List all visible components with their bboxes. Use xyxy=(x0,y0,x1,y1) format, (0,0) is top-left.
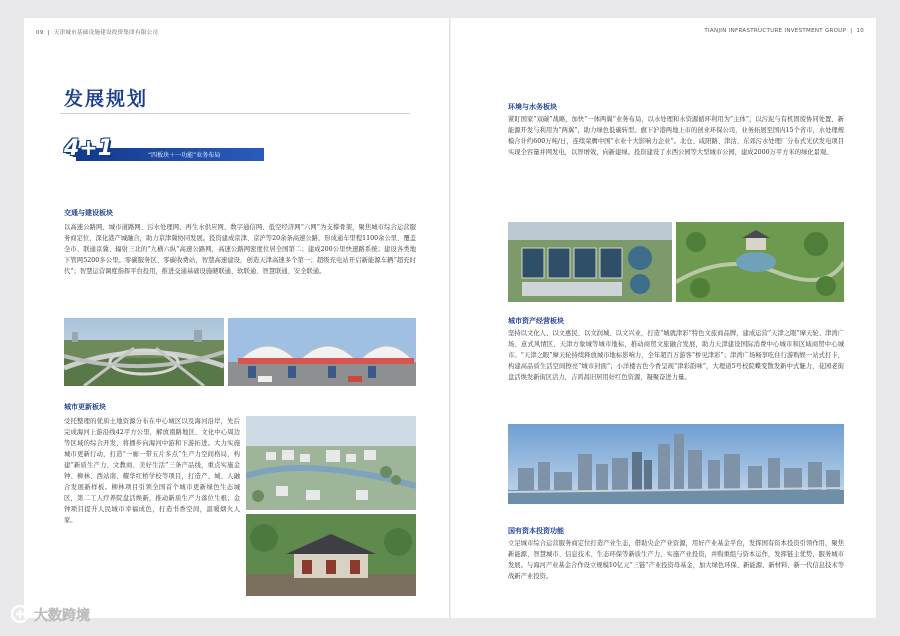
section-title-renewal: 城市更新板块 xyxy=(64,403,106,411)
service-area-photo xyxy=(228,318,416,386)
banner-four-plus-one: 4+1 xyxy=(64,136,114,161)
brochure-spread xyxy=(24,18,876,618)
left-company-name: 天津城市基础设施建设投资集团有限公司 xyxy=(53,30,159,36)
city-renewal-aerial-photo xyxy=(246,416,416,510)
watermark-logo-icon xyxy=(12,606,28,622)
business-layout-banner xyxy=(64,136,264,166)
city-park-photo xyxy=(676,222,844,302)
watermark-text: 大数跨境 xyxy=(34,608,90,624)
city-skyline-photo xyxy=(508,424,844,504)
section-text-environment: 紧盯国家“双碳”战略，加快“一体两翼”业务布局，以水处理和水资源循环利用为“主体”，以污泥与有机固废协同处置、新能源开发与利用为“两翼”，助力绿色低碳转型。旗下沪港两地上市的创业环保公司，业务拓展至国内15个省市，水处理规模合计约600万吨/日，连续荣膺中国“水业十大影响力企业”。北仓、咸阳路、津沽、东郊污水处理厂分布式光伏发电项目实现全容量并网发电，以智增效，向新建绿。投资建设了水西公园等大型城市公园，建成2000万平方米的绿化景观。 xyxy=(508,116,844,156)
section-title-environment: 环境与水务板块 xyxy=(508,103,557,111)
section-title-capital: 国有资本投资功能 xyxy=(508,527,564,535)
right-page-number: 10 xyxy=(856,28,864,34)
section-text-transport: 以高速公路网、城市道路网、污水处理网、再生水供应网、数字通信网、低空经济网“六网”为支撑骨架，聚焦城市综合运营服务商定位，深化港产城融合，助力京津冀协同发展。投资建成京津、京沪等20余条高速公路，形成通车里程1100余公里、覆盖全市、联通京冀、辐射三北的“九横六纵”高速公路网，高速公路网密度位居全国第二；建成200公里快速路系统；建设各类地下管网5200多公里。零碳服务区、零碳收费站，智慧高速建设，创造天津高速多个第一；超级充电站开启新能源车辆“超充时代”；智慧运营调度指挥平台投用，推进交通基础设施硬联通、软联通、智慧联通、安全联通。 xyxy=(64,224,416,275)
highway-interchange-photo xyxy=(64,318,224,386)
left-running-header: 09 | 天津城市基础设施建设投资集团有限公司 xyxy=(36,30,159,36)
water-treatment-plant-photo xyxy=(508,222,672,302)
title-divider xyxy=(60,113,410,114)
banner-subtitle: “四板块＋一功能”业务布局 xyxy=(148,152,221,159)
section-text-assets: 坚持以文化人、以文惠民、以文润城、以文兴业，打造“城就津彩”特色文旅商品牌，建成运营“天津之眼”摩天轮、津湾广场、意式风情区、天津方象城等城市地标，推动商贸文旅融合发展，助力天津建设国际消费中心城市和区域商贸中心城市。“天津之眼”摩天轮持续释放城市地标影响力，全年超百万游客“桥见津彩”；津湾广场畅享吃住行游购娱一站式打卡，构建高品质生活空间擦亮“城市封面”；小洋楼古色今香呈现“津彩韵味”，大理道5号校院蝶变散发新中式魅力，花园老街盘活焕发新街区活力，吉鸿昌旧居用好红色资源，凝聚奋进力量。 xyxy=(508,330,844,381)
section-text-renewal: 受托整理的优质土地资源分布在中心城区以及海河沿岸，先后完成海河上游沿线42平方公里，解放南路地区、文化中心周边等区域的综合开发，将播步向海河中游和下游拓进。大力实施城市更新行动，打造“一廊一带五片多点”生产力空间格局，构建“新质生产力、文教商、美好生活”三条产品线，重点实施金钟、柳林、西站南、耀华红桥学校等项目，打造产、城、人融合发展新样板。柳林项目引领全国首个城市更新绿色生态城区，第二工人疗养院盘活焕新，推动新质生产力落位生根；金钟项目提升人民城市幸福成色，打造书香空间，温暖烟火人家。 xyxy=(64,418,240,524)
section-title-transport: 交通与建设板块 xyxy=(64,209,113,217)
right-running-header: TIANJIN INFRASTRUCTURE INVESTMENT GROUP | 10 xyxy=(704,28,864,34)
section-text-capital: 立足城市综合运营服务商定位打造产业生态，借助央企产业资源，用好产业基金平台，发挥国有资本投资引领作用，聚焦新能源、智慧城市、信息技术、生态环保等新质生产力，实施产业投资，并购重组与资本运作，发挥链主优势，服务城市发展。与海河产业基金合作设立规模10亿元“三链”产业投资母基金，加大绿色环保、新能源、新材料、新一代信息技术等战新产业投资。 xyxy=(508,540,844,580)
traditional-building-photo xyxy=(246,514,416,596)
left-page-number: 09 xyxy=(36,30,44,36)
page-title: 发展规划 xyxy=(64,88,149,110)
right-page xyxy=(450,18,876,618)
right-group-name: TIANJIN INFRASTRUCTURE INVESTMENT GROUP xyxy=(704,28,847,34)
left-page xyxy=(24,18,450,618)
section-title-assets: 城市资产经营板块 xyxy=(508,317,564,325)
brand-watermark xyxy=(8,596,128,632)
